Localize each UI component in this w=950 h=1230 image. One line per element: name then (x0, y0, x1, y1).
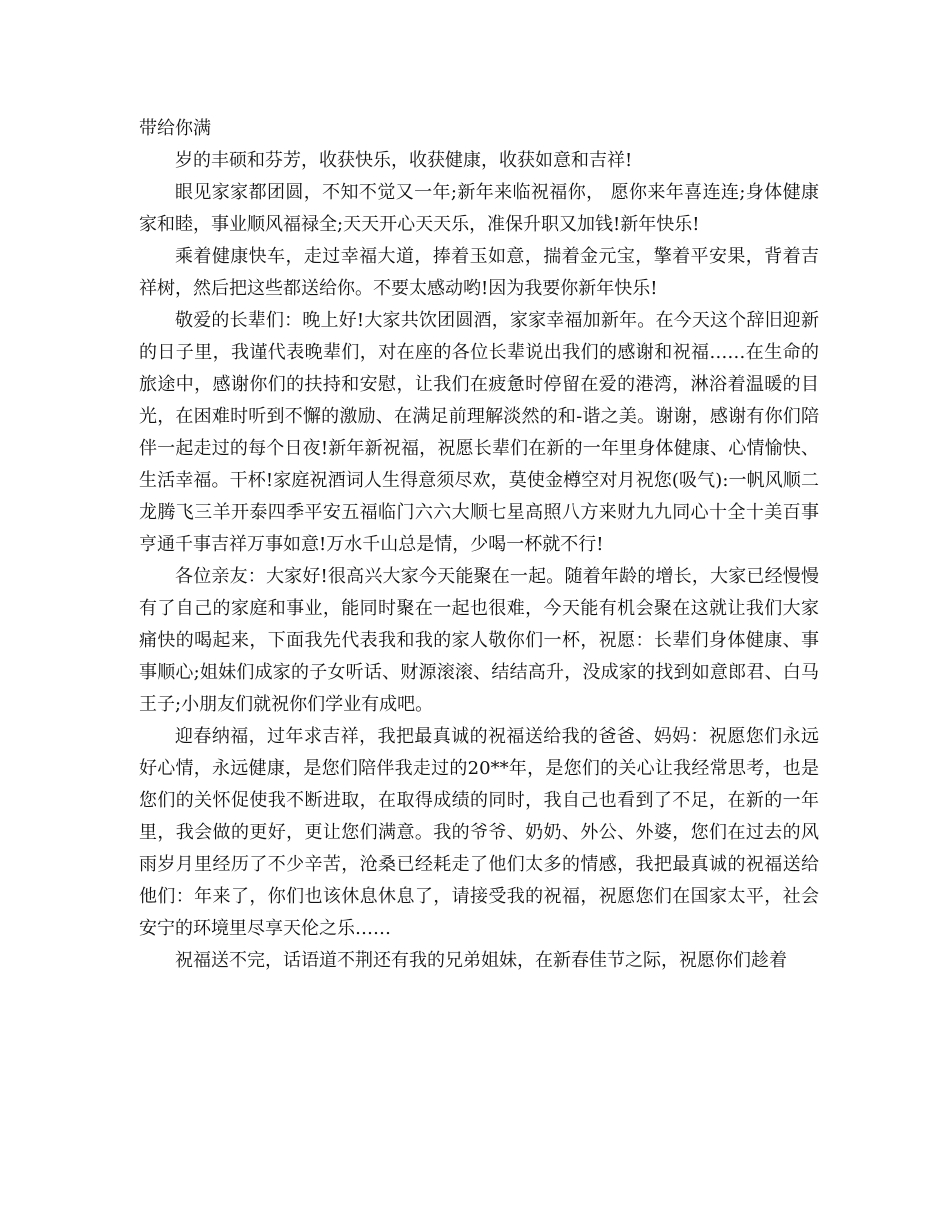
paragraph: 岁的丰硕和芬芳，收获快乐，收获健康，收获如意和吉祥! (175, 150, 633, 171)
paragraph: 各位亲友：大家好!很高兴大家今天能聚在一起。随着年龄的增长，大家已经慢慢有了自己的家庭和事业，能同时聚在一起也很难，今天能有机会聚在这就让我们大家痛快的喝起来，下面我先代表我和我的家人敬你们一杯，祝愿：长辈们身体健康、事事顺心;姐妹们成家的子女听话、财源滚滚、结结高升，没成家的找到如意郎君、白马王子;小朋友们就祝你们学业有成吧。 (139, 566, 819, 715)
paragraph: 祝福送不完，话语道不荆还有我的兄弟姐妹，在新春佳节之际，祝愿你们趁着 (175, 950, 787, 971)
paragraph: 迎春纳福，过年求吉祥，我把最真诚的祝福送给我的爸爸、妈妈：祝愿您们永远好心情，永远健康，是您们陪伴我走过的20**年，是您们的关心让我经常思考，也是您们的关怀促使我不断进取，在取得成绩的同时，我自己也看到了不足，在新的一年里，我会做的更好，更让您们满意。我的爷爷、奶奶、外公、外婆，您们在过去的风雨岁月里经历了不少辛苦，沧桑已经耗走了他们太多的情感，我把最真诚的祝福送给他们：年来了，你们也该休息休息了，请接受我的祝福，祝愿您们在国家太平，社会安宁的环境里尽享天伦之乐…… (139, 726, 819, 939)
paragraph-fragment: 带给你满 (139, 118, 211, 139)
paragraph: 乘着健康快车，走过幸福大道，捧着玉如意，揣着金元宝，擎着平安果，背着吉祥树，然后把这些都送给你。不要太感动哟!因为我要你新年快乐! (139, 246, 819, 299)
document-body (139, 113, 819, 977)
paragraph: 眼见家家都团圆，不知不觉又一年;新年来临祝福你， 愿你来年喜连连;身体健康家和睦，事业顺风福禄全;天天开心天天乐，准保升职又加钱!新年快乐! (139, 182, 819, 235)
paragraph: 敬爱的长辈们：晚上好!大家共饮团圆酒，家家幸福加新年。在今天这个辞旧迎新的日子里，我谨代表晚辈们，对在座的各位长辈说出我们的感谢和祝福……在生命的旅途中，感谢你们的扶持和安慰，让我们在疲惫时停留在爱的港湾，淋浴着温暖的目光，在困难时听到不懈的激励、在满足前理解淡然的和-谐之美。谢谢，感谢有你们陪伴一起走过的每个日夜!新年新祝福，祝愿长辈们在新的一年里身体健康、心情愉快、生活幸福。干杯!家庭祝酒词人生得意须尽欢，莫使金樽空对月祝您(吸气):一帆风顺二龙腾飞三羊开泰四季平安五福临门六六大顺七星高照八方来财九九同心十全十美百事亨通千事吉祥万事如意!万水千山总是情，少喝一杯就不行! (139, 310, 819, 555)
